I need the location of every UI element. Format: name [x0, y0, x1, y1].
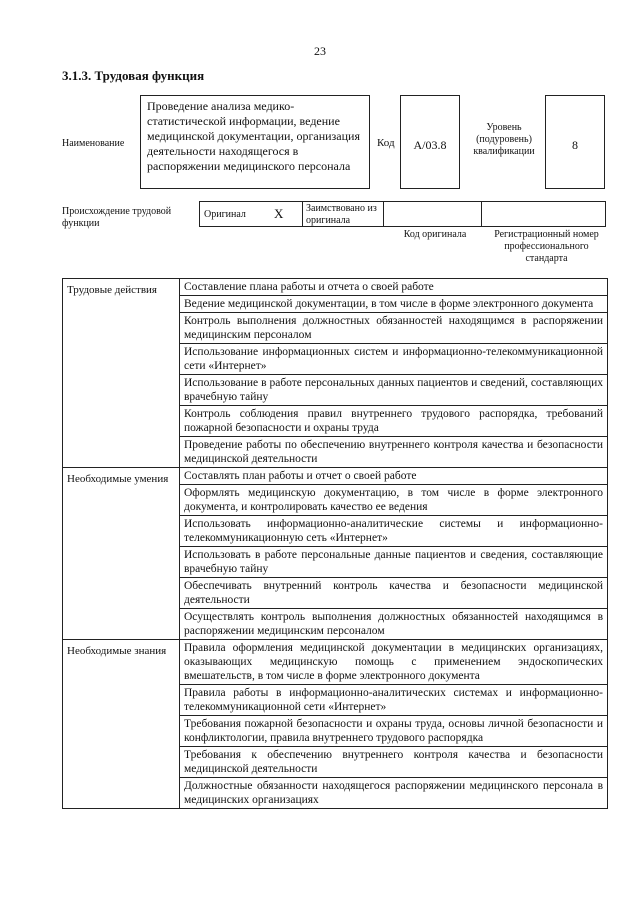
level-value-box: 8	[545, 95, 605, 189]
item-cell: Использовать информационно-аналитические системы и информационно-телекоммуникационную сеть «Интернет»	[180, 516, 608, 547]
item-cell: Составлять план работы и отчет о своей работе	[180, 468, 608, 485]
code-original-cell	[383, 201, 482, 227]
borrowed-label: Заимствовано из оригинала	[306, 203, 377, 226]
section-title: 3.1.3. Трудовая функция	[62, 68, 205, 83]
code-value-box: A/03.8	[400, 95, 460, 189]
category-cell: Необходимые знания	[63, 640, 180, 809]
item-cell: Использование в работе персональных данных пациентов и сведений, составляющих врачебную тайну	[180, 375, 608, 406]
item-cell: Требования пожарной безопасности и охраны труда, основы личной безопасности и конфликтологии, правила внутреннего трудового распорядка	[180, 716, 608, 747]
table-row	[63, 468, 608, 485]
category-cell: Трудовые действия	[63, 279, 180, 468]
code-label: Код	[377, 137, 395, 149]
code-original-label: Код оригинала	[403, 229, 467, 240]
item-cell: Контроль выполнения должностных обязанностей находящимся в распоряжении медицинским персоналом	[180, 313, 608, 344]
category-cell: Необходимые умения	[63, 468, 180, 640]
item-cell: Ведение медицинской документации, в том числе в форме электронного документа	[180, 296, 608, 313]
item-cell: Оформлять медицинскую документацию, в том числе в форме электронного документа, и контролировать качество ее ведения	[180, 485, 608, 516]
item-cell: Должностные обязанности находящегося распоряжении медицинского персонала в медицинских организациях	[180, 778, 608, 809]
item-cell: Проведение работы по обеспечению внутреннего контроля качества и безопасности медицинской деятельности	[180, 437, 608, 468]
origin-row	[200, 201, 607, 227]
page-number: 23	[314, 44, 326, 58]
item-cell: Обеспечивать внутренний контроль качества и безопасности медицинской деятельности	[180, 578, 608, 609]
item-cell: Использование информационных систем и информационно-телекоммуникационной сети «Интернет»	[180, 344, 608, 375]
name-label: Наименование	[62, 138, 125, 149]
item-cell: Составление плана работы и отчета о своей работе	[180, 279, 608, 296]
origin-label: Происхождение трудовой функции	[62, 206, 172, 229]
original-label: Оригинал	[204, 209, 246, 220]
level-label: Уровень (подуровень) квалификации	[473, 122, 535, 157]
table-row	[63, 279, 608, 296]
item-cell: Правила работы в информационно-аналитических системах и информационно-телекоммуникационной сети «Интернет»	[180, 685, 608, 716]
reg-number-label: Регистрационный номер профессионального стандарта	[494, 229, 599, 264]
item-cell: Осуществлять контроль выполнения должностных обязанностей находящимся в распоряжении медицинским персоналом	[180, 609, 608, 640]
original-mark: X	[274, 206, 284, 221]
function-details-table	[62, 278, 608, 809]
item-cell: Контроль соблюдения правил внутреннего трудового распорядка, требований пожарной безопасности и охраны труда	[180, 406, 608, 437]
item-cell: Использовать в работе персональные данные пациентов и сведения, составляющие врачебную тайну	[180, 547, 608, 578]
original-cell	[199, 201, 303, 227]
table-row	[63, 640, 608, 685]
function-name-box: Проведение анализа медико-статистической информации, ведение медицинской документации, организация деятельности находящегося в распоряжении медицинского персонала	[140, 95, 370, 189]
reg-number-cell	[481, 201, 606, 227]
item-cell: Правила оформления медицинской документации в медицинских организациях, оказывающих медицинскую помощь с применением эндоскопических вмешательств, в том числе в форме электронного документа	[180, 640, 608, 685]
borrowed-cell	[302, 201, 384, 227]
item-cell: Требования к обеспечению внутреннего контроля качества и безопасности медицинской деятельности	[180, 747, 608, 778]
